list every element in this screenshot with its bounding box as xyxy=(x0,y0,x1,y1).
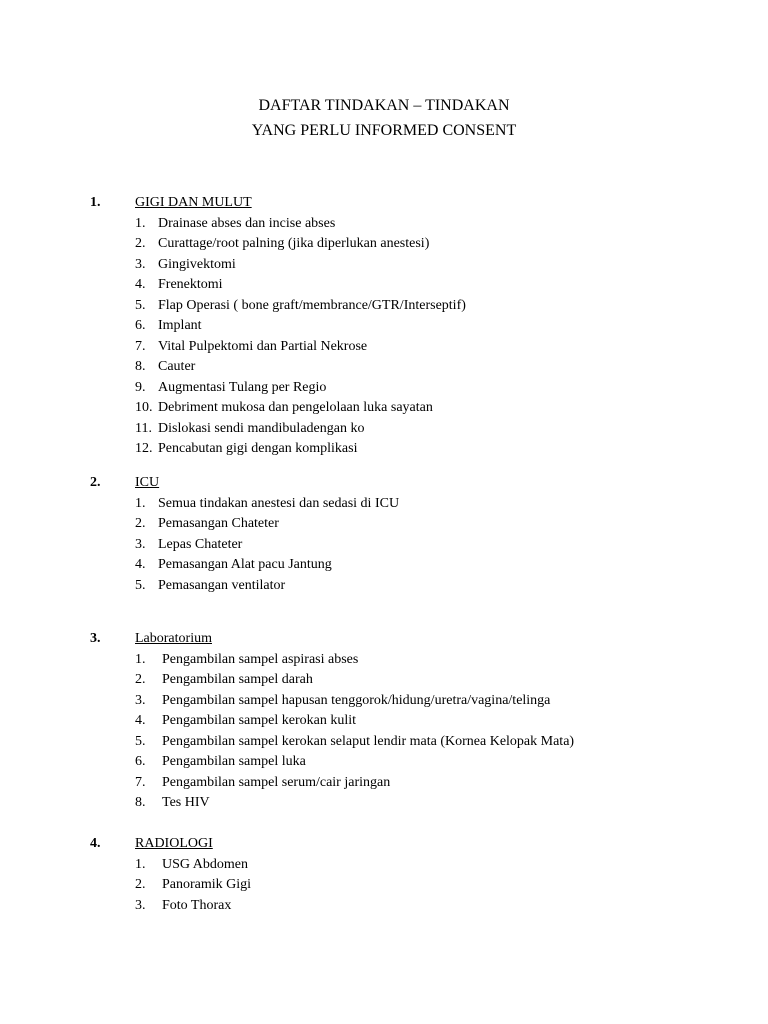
list-item-number: 4. xyxy=(135,713,146,728)
list-item-number: 1. xyxy=(135,856,146,872)
list-item-number: 7. xyxy=(135,774,146,790)
list-item-text: Lepas Chateter xyxy=(158,536,243,552)
list-item-text: Pemasangan Alat pacu Jantung xyxy=(158,557,332,572)
list-item-number: 12. xyxy=(135,441,153,456)
section-number: 1. xyxy=(90,195,101,210)
section-item-list xyxy=(0,494,768,597)
list-item-text: USG Abdomen xyxy=(162,856,248,872)
section-heading: GIGI DAN MULUT xyxy=(135,195,252,210)
list-item-text: Cauter xyxy=(158,359,196,374)
list-item-text: Pengambilan sampel hapusan tenggorok/hidung/uretra/vagina/telinga xyxy=(162,692,551,708)
list-item-text: Drainase abses dan incise abses xyxy=(158,215,336,231)
list-item-number: 5. xyxy=(135,733,146,749)
list-item-number: 5. xyxy=(135,577,146,593)
list-item-text: Pengambilan sampel serum/cair jaringan xyxy=(162,774,391,790)
list-item-number: 2. xyxy=(135,516,146,531)
list-item xyxy=(0,773,768,794)
list-item-number: 6. xyxy=(135,318,146,333)
list-item-text: Curattage/root palning (jika diperlukan anestesi) xyxy=(158,236,430,251)
list-item-text: Tes HIV xyxy=(162,795,210,810)
list-item xyxy=(0,514,768,535)
list-item-number: 2. xyxy=(135,672,146,687)
list-item-text: Pemasangan ventilator xyxy=(158,577,286,593)
section-item-list xyxy=(0,855,768,917)
list-item-text: Pengambilan sampel luka xyxy=(162,754,306,769)
list-item xyxy=(0,555,768,576)
list-item xyxy=(0,255,768,276)
list-item xyxy=(0,419,768,440)
list-item-text: Debriment mukosa dan pengelolaan luka sayatan xyxy=(158,400,433,415)
list-item-number: 2. xyxy=(135,877,146,892)
list-item xyxy=(0,357,768,378)
list-item xyxy=(0,234,768,255)
list-item-text: Frenektomi xyxy=(158,277,223,292)
section-item-list xyxy=(0,214,768,460)
list-item xyxy=(0,855,768,876)
list-item xyxy=(0,398,768,419)
list-item-text: Dislokasi sendi mandibuladengan ko xyxy=(158,420,365,436)
list-item-number: 10. xyxy=(135,400,153,415)
list-item xyxy=(0,275,768,296)
list-item xyxy=(0,875,768,896)
list-item-number: 4. xyxy=(135,277,146,292)
list-item-number: 1. xyxy=(135,651,146,667)
list-item-number: 5. xyxy=(135,297,146,313)
list-item-text: Panoramik Gigi xyxy=(162,877,252,892)
list-item xyxy=(0,650,768,671)
list-item-number: 4. xyxy=(135,557,146,572)
list-item-text: Pemasangan Chateter xyxy=(158,516,279,531)
list-item xyxy=(0,439,768,460)
list-item-text: Pengambilan sampel darah xyxy=(162,672,313,687)
list-item-number: 8. xyxy=(135,359,146,374)
section-number: 3. xyxy=(90,631,101,646)
section-heading: Laboratorium xyxy=(135,631,212,646)
list-item-number: 1. xyxy=(135,495,146,511)
list-item-text: Foto Thorax xyxy=(162,897,232,913)
section-number: 2. xyxy=(90,475,101,490)
list-item xyxy=(0,670,768,691)
list-item-number: 11. xyxy=(135,420,152,436)
list-item-text: Augmentasi Tulang per Regio xyxy=(158,379,327,395)
document-title-line-1: DAFTAR TINDAKAN – TINDAKAN xyxy=(258,97,510,114)
list-item-number: 8. xyxy=(135,795,146,810)
list-item-number: 3. xyxy=(135,536,146,552)
list-item-number: 3. xyxy=(135,692,146,708)
list-item xyxy=(0,752,768,773)
list-item-number: 7. xyxy=(135,338,146,354)
list-item-text: Flap Operasi ( bone graft/membrance/GTR/Interseptif) xyxy=(158,297,466,313)
list-item xyxy=(0,494,768,515)
list-item xyxy=(0,337,768,358)
list-item-text: Pengambilan sampel kerokan selaput lendir mata (Kornea Kelopak Mata) xyxy=(162,733,575,749)
list-item xyxy=(0,732,768,753)
list-item xyxy=(0,691,768,712)
list-item-number: 6. xyxy=(135,754,146,769)
list-item-text: Pengambilan sampel kerokan kulit xyxy=(162,713,357,728)
list-item-number: 2. xyxy=(135,236,146,251)
section-heading: RADIOLOGI xyxy=(135,836,213,851)
list-item-text: Pengambilan sampel aspirasi abses xyxy=(162,651,359,667)
list-item-number: 3. xyxy=(135,897,146,913)
list-item-text: Pencabutan gigi dengan komplikasi xyxy=(158,441,358,456)
list-item-text: Semua tindakan anestesi dan sedasi di ICU xyxy=(158,495,400,511)
list-item-text: Vital Pulpektomi dan Partial Nekrose xyxy=(158,338,368,354)
document-title-line-2: YANG PERLU INFORMED CONSENT xyxy=(251,122,517,139)
list-item xyxy=(0,793,768,814)
list-item xyxy=(0,535,768,556)
list-item xyxy=(0,296,768,317)
list-item-number: 1. xyxy=(135,215,146,231)
list-item xyxy=(0,316,768,337)
list-item xyxy=(0,896,768,917)
list-item xyxy=(0,378,768,399)
list-item xyxy=(0,711,768,732)
list-item-number: 3. xyxy=(135,256,146,272)
list-item xyxy=(0,576,768,597)
list-item-text: Implant xyxy=(158,318,202,333)
list-item xyxy=(0,214,768,235)
list-item-text: Gingivektomi xyxy=(158,256,236,272)
section-number: 4. xyxy=(90,836,101,851)
section-item-list xyxy=(0,650,768,814)
section-heading: ICU xyxy=(135,475,160,490)
list-item-number: 9. xyxy=(135,379,146,395)
